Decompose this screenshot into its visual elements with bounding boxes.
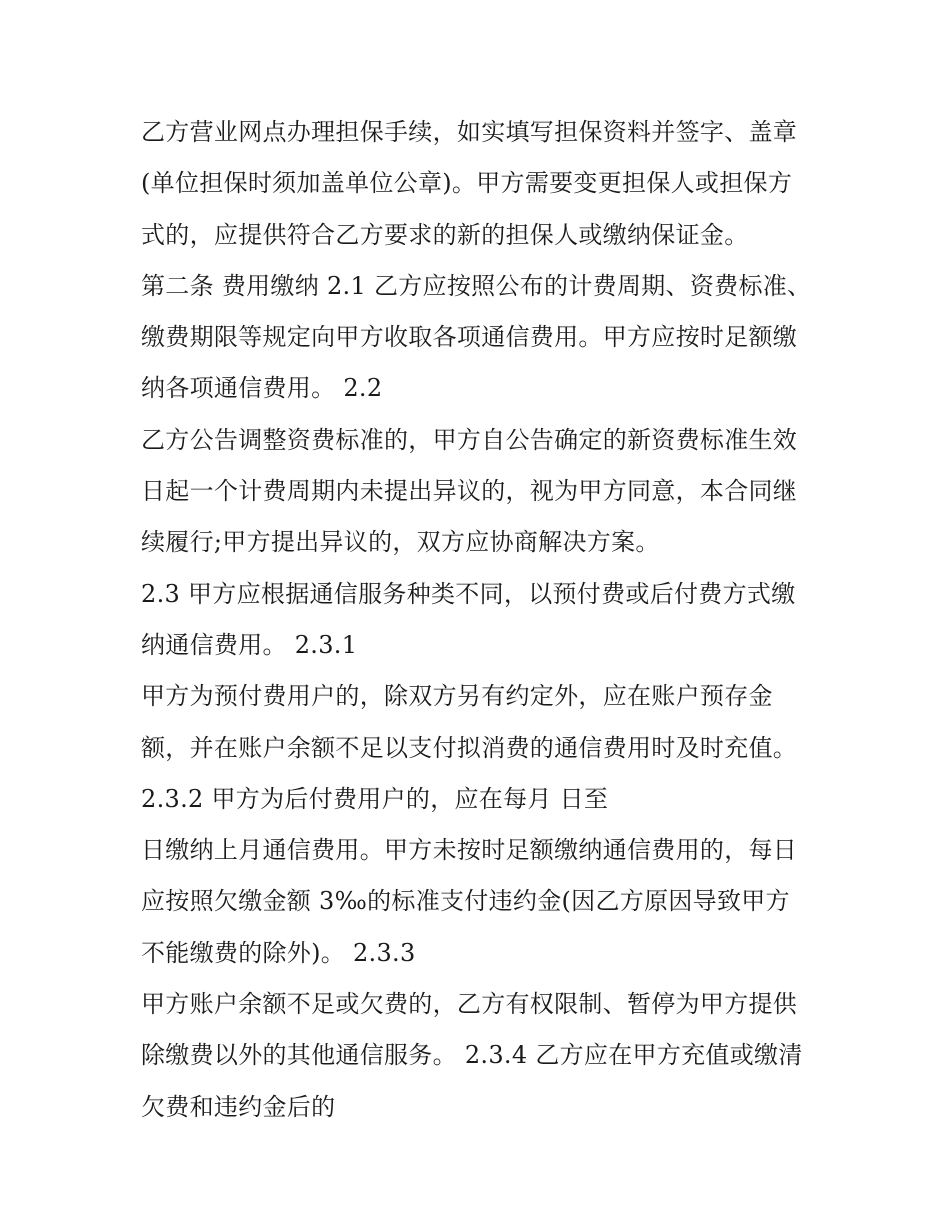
text-line: 不能缴费的除外)。 2.3.3	[141, 938, 416, 967]
text-line: 日起一个计费周期内未提出异议的，视为甲方同意，本合同继	[141, 477, 798, 506]
text-line: 缴费期限等规定向甲方收取各项通信费用。甲方应按时足额缴	[141, 323, 798, 352]
text-line: 第二条 费用缴纳 2.1 乙方应按照公布的计费周期、资费标准、	[141, 271, 812, 300]
text-line: (单位担保时须加盖单位公章)。甲方需要变更担保人或担保方	[141, 169, 793, 198]
text-line: 乙方公告调整资费标准的，甲方自公告确定的新资费标准生效	[141, 425, 798, 454]
text-line: 额，并在账户余额不足以支付拟消费的通信费用时及时充值。	[141, 733, 798, 762]
text-line: 甲方为预付费用户的，除双方另有约定外，应在账户预存金	[141, 682, 773, 711]
text-line: 甲方账户余额不足或欠费的，乙方有权限制、暂停为甲方提供	[141, 990, 798, 1019]
text-line: 乙方营业网点办理担保手续，如实填写担保资料并签字、盖章	[141, 118, 798, 146]
text-line: 应按照欠缴金额 3‰的标准支付违约金(因乙方原因导致甲方	[141, 887, 790, 916]
text-line: 除缴费以外的其他通信服务。 2.3.4 乙方应在甲方充值或缴清	[141, 1041, 803, 1070]
text-line: 式的，应提供符合乙方要求的新的担保人或缴纳保证金。	[141, 220, 749, 249]
text-line: 纳各项通信费用。 2.2	[141, 374, 383, 403]
document-body	[141, 107, 821, 1133]
text-line: 2.3.2 甲方为后付费用户的，应在每月 日至	[141, 784, 609, 813]
text-line: 续履行;甲方提出异议的，双方应协商解决方案。	[141, 528, 660, 557]
text-line: 日缴纳上月通信费用。甲方未按时足额缴纳通信费用的，每日	[141, 836, 798, 865]
text-line: 2.3 甲方应根据通信服务种类不同，以预付费或后付费方式缴	[141, 579, 796, 608]
text-line: 欠费和违约金后的	[141, 1092, 336, 1121]
text-line: 纳通信费用。 2.3.1	[141, 630, 358, 659]
